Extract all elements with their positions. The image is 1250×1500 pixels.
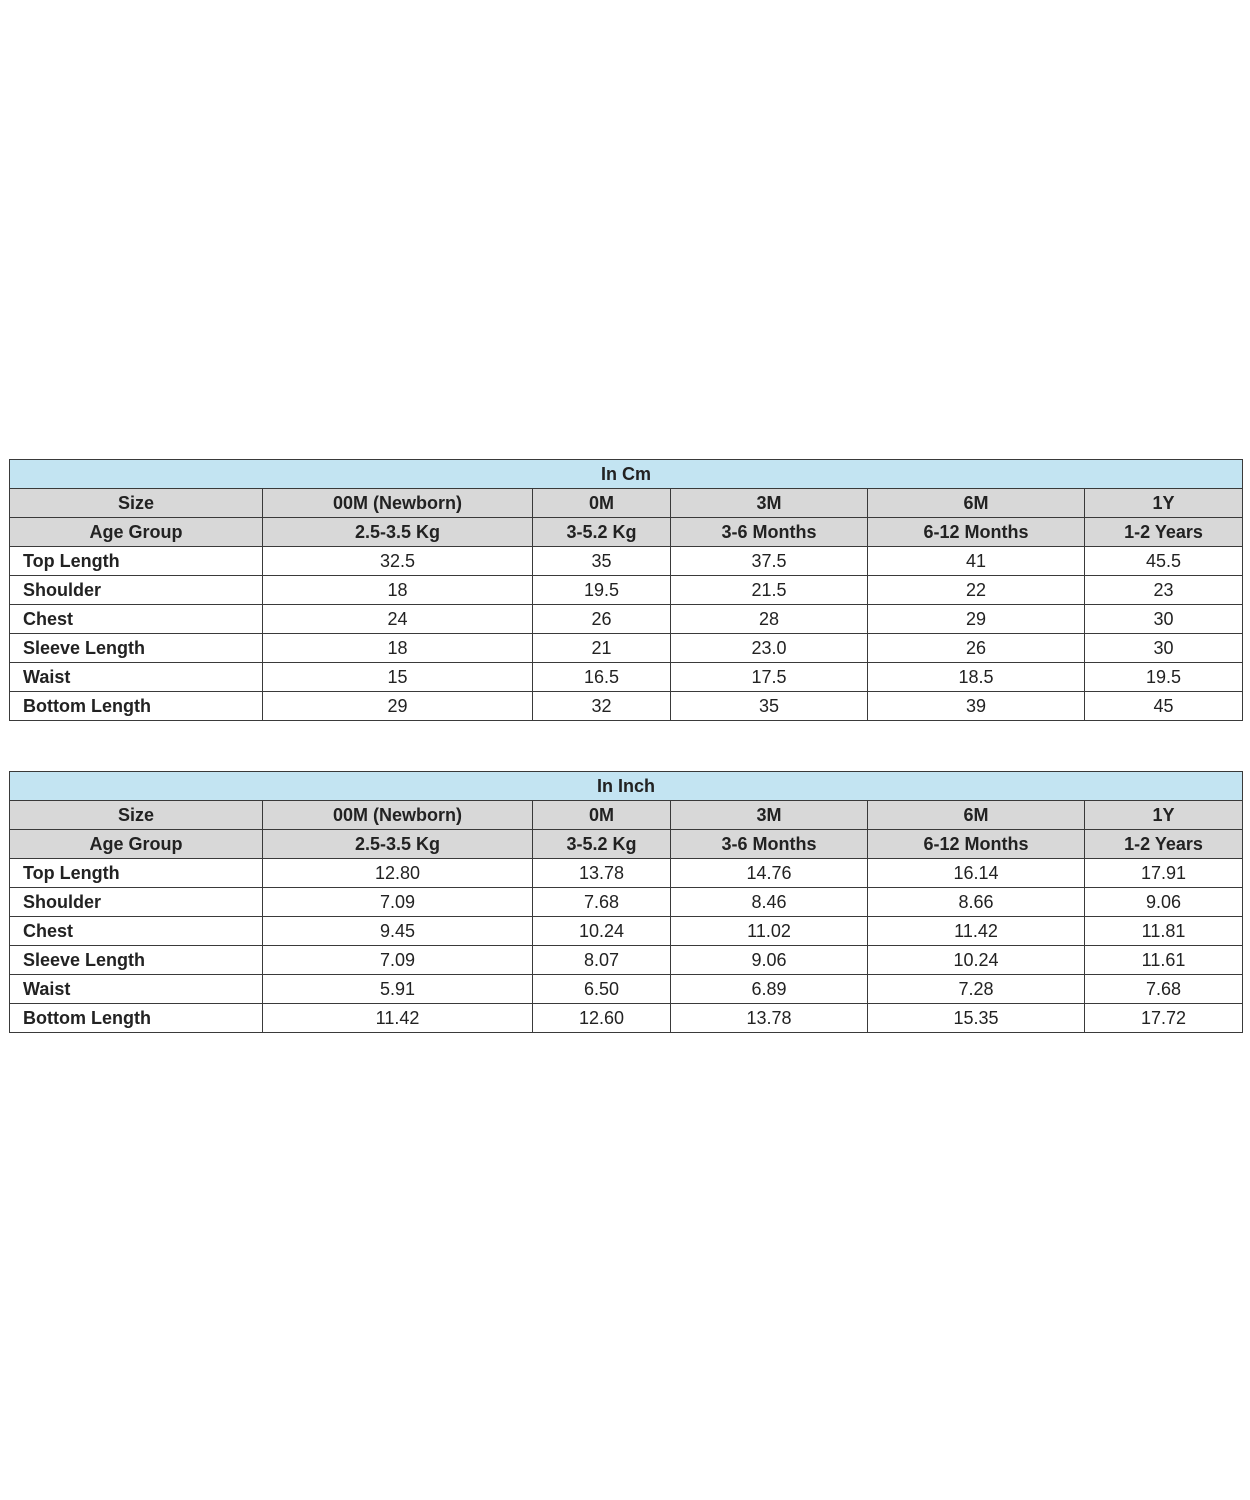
table-row — [10, 888, 1243, 917]
table-row — [10, 1004, 1243, 1033]
size-chart-inch-table — [9, 771, 1243, 1033]
measurement-cell: 11.42 — [263, 1004, 533, 1033]
measurement-cell: 18 — [263, 576, 533, 605]
row-label: Sleeve Length — [10, 634, 263, 663]
measurement-cell: 24 — [263, 605, 533, 634]
size-cell: 0M — [533, 801, 671, 830]
row-label: Sleeve Length — [10, 946, 263, 975]
measurement-cell: 19.5 — [533, 576, 671, 605]
measurement-cell: 35 — [671, 692, 868, 721]
row-label: Bottom Length — [10, 692, 263, 721]
measurement-cell: 9.06 — [671, 946, 868, 975]
row-label: Chest — [10, 917, 263, 946]
unit-title: In Cm — [10, 460, 1243, 489]
unit-header-row — [10, 772, 1243, 801]
measurement-cell: 8.66 — [868, 888, 1085, 917]
measurement-cell: 17.91 — [1085, 859, 1243, 888]
measurement-cell: 10.24 — [868, 946, 1085, 975]
measurement-cell: 12.80 — [263, 859, 533, 888]
age-group-label: Age Group — [10, 830, 263, 859]
row-label: Chest — [10, 605, 263, 634]
size-cell: 3M — [671, 801, 868, 830]
measurement-cell: 7.09 — [263, 888, 533, 917]
measurement-cell: 39 — [868, 692, 1085, 721]
row-label: Top Length — [10, 859, 263, 888]
row-label: Bottom Length — [10, 1004, 263, 1033]
measurement-cell: 26 — [533, 605, 671, 634]
age-group-cell: 3-5.2 Kg — [533, 518, 671, 547]
age-group-cell: 3-6 Months — [671, 518, 868, 547]
measurement-cell: 9.45 — [263, 917, 533, 946]
measurement-cell: 29 — [868, 605, 1085, 634]
measurement-cell: 21 — [533, 634, 671, 663]
table-row — [10, 946, 1243, 975]
table-row — [10, 692, 1243, 721]
table-row — [10, 917, 1243, 946]
size-cell: 6M — [868, 489, 1085, 518]
table-row — [10, 605, 1243, 634]
measurement-cell: 16.5 — [533, 663, 671, 692]
row-label: Waist — [10, 663, 263, 692]
age-group-cell: 2.5-3.5 Kg — [263, 830, 533, 859]
measurement-cell: 30 — [1085, 634, 1243, 663]
age-group-cell: 3-5.2 Kg — [533, 830, 671, 859]
measurement-cell: 15 — [263, 663, 533, 692]
measurement-cell: 11.61 — [1085, 946, 1243, 975]
measurement-cell: 9.06 — [1085, 888, 1243, 917]
measurement-cell: 37.5 — [671, 547, 868, 576]
measurement-cell: 22 — [868, 576, 1085, 605]
measurement-cell: 45 — [1085, 692, 1243, 721]
measurement-cell: 7.68 — [1085, 975, 1243, 1004]
unit-header-row — [10, 460, 1243, 489]
unit-title: In Inch — [10, 772, 1243, 801]
row-label: Shoulder — [10, 888, 263, 917]
measurement-cell: 7.68 — [533, 888, 671, 917]
size-cell: 00M (Newborn) — [263, 489, 533, 518]
measurement-cell: 23 — [1085, 576, 1243, 605]
table-row — [10, 576, 1243, 605]
measurement-cell: 17.5 — [671, 663, 868, 692]
age-group-cell: 2.5-3.5 Kg — [263, 518, 533, 547]
age-group-cell: 3-6 Months — [671, 830, 868, 859]
size-cell: 1Y — [1085, 801, 1243, 830]
measurement-cell: 16.14 — [868, 859, 1085, 888]
measurement-cell: 32.5 — [263, 547, 533, 576]
size-label: Size — [10, 489, 263, 518]
measurement-cell: 23.0 — [671, 634, 868, 663]
table-row — [10, 634, 1243, 663]
size-cell: 3M — [671, 489, 868, 518]
row-label: Shoulder — [10, 576, 263, 605]
row-label: Top Length — [10, 547, 263, 576]
measurement-cell: 32 — [533, 692, 671, 721]
measurement-cell: 7.28 — [868, 975, 1085, 1004]
size-row — [10, 801, 1243, 830]
measurement-cell: 5.91 — [263, 975, 533, 1004]
measurement-cell: 21.5 — [671, 576, 868, 605]
age-group-cell: 1-2 Years — [1085, 830, 1243, 859]
measurement-cell: 29 — [263, 692, 533, 721]
age-group-row — [10, 830, 1243, 859]
measurement-cell: 28 — [671, 605, 868, 634]
measurement-cell: 7.09 — [263, 946, 533, 975]
measurement-cell: 8.07 — [533, 946, 671, 975]
measurement-cell: 6.89 — [671, 975, 868, 1004]
table-row — [10, 663, 1243, 692]
size-label: Size — [10, 801, 263, 830]
age-group-row — [10, 518, 1243, 547]
measurement-cell: 14.76 — [671, 859, 868, 888]
measurement-cell: 35 — [533, 547, 671, 576]
table-row — [10, 547, 1243, 576]
size-cell: 00M (Newborn) — [263, 801, 533, 830]
measurement-cell: 11.02 — [671, 917, 868, 946]
measurement-cell: 30 — [1085, 605, 1243, 634]
measurement-cell: 19.5 — [1085, 663, 1243, 692]
size-cell: 1Y — [1085, 489, 1243, 518]
size-row — [10, 489, 1243, 518]
measurement-cell: 18.5 — [868, 663, 1085, 692]
age-group-cell: 6-12 Months — [868, 518, 1085, 547]
size-chart-cm-table — [9, 459, 1243, 721]
row-label: Waist — [10, 975, 263, 1004]
measurement-cell: 8.46 — [671, 888, 868, 917]
measurement-cell: 13.78 — [533, 859, 671, 888]
measurement-cell: 15.35 — [868, 1004, 1085, 1033]
age-group-cell: 1-2 Years — [1085, 518, 1243, 547]
age-group-label: Age Group — [10, 518, 263, 547]
measurement-cell: 45.5 — [1085, 547, 1243, 576]
measurement-cell: 18 — [263, 634, 533, 663]
measurement-cell: 6.50 — [533, 975, 671, 1004]
table-row — [10, 859, 1243, 888]
measurement-cell: 26 — [868, 634, 1085, 663]
table-row — [10, 975, 1243, 1004]
age-group-cell: 6-12 Months — [868, 830, 1085, 859]
measurement-cell: 13.78 — [671, 1004, 868, 1033]
measurement-cell: 11.81 — [1085, 917, 1243, 946]
size-cell: 0M — [533, 489, 671, 518]
size-cell: 6M — [868, 801, 1085, 830]
measurement-cell: 17.72 — [1085, 1004, 1243, 1033]
measurement-cell: 12.60 — [533, 1004, 671, 1033]
measurement-cell: 41 — [868, 547, 1085, 576]
measurement-cell: 11.42 — [868, 917, 1085, 946]
measurement-cell: 10.24 — [533, 917, 671, 946]
